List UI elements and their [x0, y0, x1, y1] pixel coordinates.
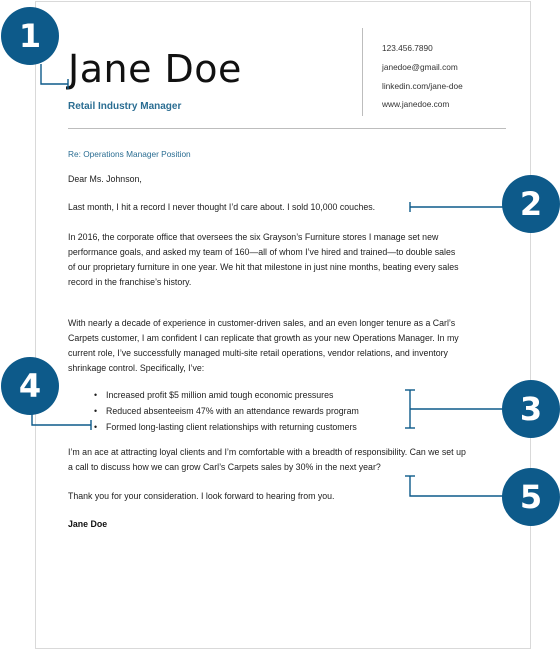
salutation: Dear Ms. Johnson, [68, 174, 142, 184]
achievements-list [94, 387, 359, 435]
list-item: • Formed long-lasting client relationships with returning customers [94, 419, 359, 435]
applicant-role: Retail Industry Manager [68, 101, 182, 112]
callout-badge-2: 2 [502, 175, 560, 233]
body-paragraph-1: In 2016, the corporate office that oversees the six Grayson’s Furniture stores I manage set new performance goals, and asked my team of 160—all of whom I’ve hired and trained—to double sales of our proprietary furniture in one year. We hit that milestone in just nine months, beating every sales record in the franchise’s history. [68, 232, 459, 287]
contact-website: www.janedoe.com [382, 99, 450, 109]
header-divider [362, 28, 363, 116]
body-paragraph-2: With nearly a decade of experience in customer-driven sales, and an even longer tenure as a Carl’s Carpets customer, I am confident I can replicate that growth as your new Operations Manager. In my current role, I’ve successfully managed multi-site retail operations, vendor relations, and inventory shrinkage control. Specifically, I’ve: [68, 318, 459, 373]
callout-badge-1: 1 [1, 7, 59, 65]
contact-email: janedoe@gmail.com [382, 62, 458, 72]
header-rule [68, 128, 506, 129]
body-paragraph-3: I’m an ace at attracting loyal clients and I’m comfortable with a breadth of responsibility. Can we set up a call to discuss how we can grow Carl’s Carpets sales by 30% in the next year? [68, 447, 466, 472]
applicant-name: Jane Doe [68, 47, 242, 91]
closing-line: Thank you for your consideration. I look forward to hearing from you. [68, 491, 335, 501]
letter-subject: Re: Operations Manager Position [68, 149, 191, 159]
callout-badge-3: 3 [502, 380, 560, 438]
list-item: • Reduced absenteeism 47% with an attendance rewards program [94, 403, 359, 419]
callout-badge-5: 5 [502, 468, 560, 526]
contact-linkedin: linkedin.com/jane-doe [382, 81, 463, 91]
list-item: • Increased profit $5 million amid tough economic pressures [94, 387, 359, 403]
signature: Jane Doe [68, 519, 108, 529]
contact-phone: 123.456.7890 [382, 43, 433, 53]
opening-line: Last month, I hit a record I never thought I’d care about. I sold 10,000 couches. [68, 202, 376, 212]
callout-badge-4: 4 [1, 357, 59, 415]
